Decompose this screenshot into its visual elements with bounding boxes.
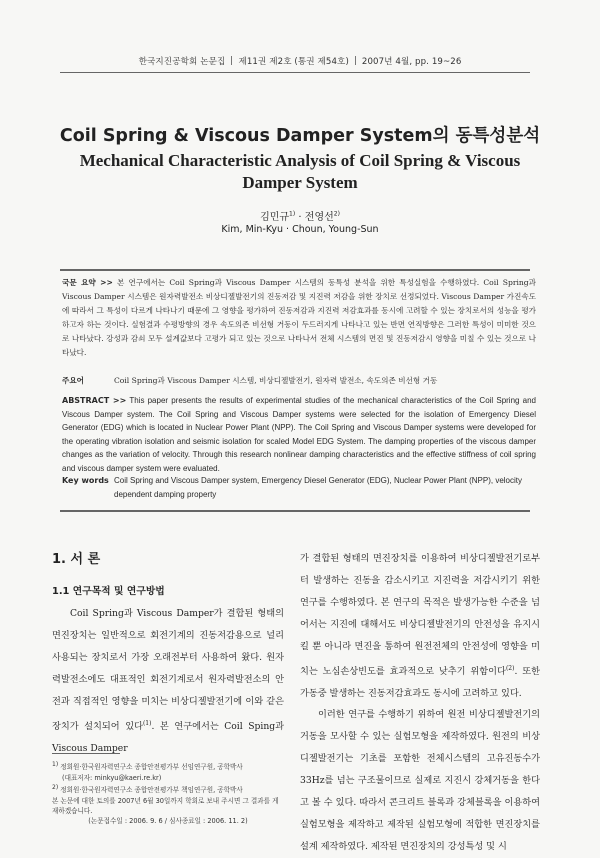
header-divider <box>355 56 356 65</box>
left-paragraph-text: Coil Spring과 Viscous Damper가 결합된 형태의 면진장치는 일반적으로 회전기계의 진동저감용으로 널리 사용되는 장치로서 가장 오래전부터 사용하여 왔다. 원자력발전소에도 대표적인 회전기계로서 원자력발전소의 안전과 직접적인 영향을 미치는 비상디젤발전기에 이와 같은 장치가 설치되어 있다 <box>52 608 284 732</box>
right-column-text <box>300 548 540 858</box>
author-2: 전영선 <box>304 212 334 223</box>
footnote-1-email: (대표저자: minkyu@kaeri.re.kr) <box>62 773 162 782</box>
footnote-discussion: 본 논문에 대한 토의를 2007년 6월 30일까지 학회로 보내 주시면 그 결과를 게재하겠습니다. <box>52 796 279 815</box>
title-english: Mechanical Characteristic Analysis of Coil Spring & Viscous Damper System <box>79 151 521 192</box>
journal-date-pages: 2007년 4월, pp. 19~26 <box>361 57 462 67</box>
authors-english: Kim, Min-Kyu · Choun, Young-Sun <box>221 224 379 235</box>
authors-korean <box>0 208 600 223</box>
footnote-rule <box>52 753 120 754</box>
footnote-2 <box>52 783 284 796</box>
keywords-english-text: Coil Spring and Viscous Damper system, Emergency Diesel Generator (EDG), Nuclear Power Plant (NPP), velocity dependent damping property <box>114 476 522 499</box>
citation-2: (2) <box>505 664 515 672</box>
citation-1: (1) <box>142 719 152 727</box>
journal-header <box>0 55 600 67</box>
footnote-1 <box>52 760 284 773</box>
right-paragraph-1 <box>300 548 540 704</box>
right-paragraph-2: 이러한 연구를 수행하기 위하여 원전 비상디젤발전기의 거동을 모사할 수 있는 실험모형을 제작하였다. 원전의 비상디젤발전기는 기초를 포함한 전체시스템의 고유진동수가 33Hz를 넘는 구조물이므로 실제로 지진시 강체거동을 한다고 볼 수 있다. 따라서 콘크리트 블록과 강체블록을 이용하여 실험모형을 제작하고 제작된 실험모형에 적합한 면진장치를 설계 제작하였다. 제작된 면진장치의 강성특성 및 시 <box>300 709 540 852</box>
author-1: 김민규 <box>260 212 290 223</box>
section-heading: 1. 서 론 <box>52 552 101 567</box>
left-paragraph-tail: . 본 연구에서는 Coil Sping과 Viscous Damper <box>52 720 284 754</box>
keywords-korean-text: Coil Spring과 Viscous Damper 시스템, 비상디젤발전기, 원자력 발전소, 속도의존 비선형 거동 <box>114 376 438 385</box>
footnotes <box>52 760 284 827</box>
abstract-bottom-rule <box>60 510 530 512</box>
footnote-2-mark: 2) <box>52 784 59 791</box>
abstract-english-label: ABSTRACT >> <box>62 396 127 405</box>
abstract-english-text: This paper presents the results of experimental studies of the mechanical characteristics of the Coil Spring and Viscous Damper system. The Coil Spring and Viscous Damper systems were selected for the isolation of Emergency Diesel Generator (EDG) which is located in Nuclear Power Plant (NPP). The Coil Spring and Viscous Damper systems were developed for the operating vibration isolation and seismic isolation for scaled Model EDG System. The damping properties of the viscous damper changes as the variation of velocity. Through this research nonlinear damping characteristics and the effective stiffness of coil spring and viscous damper system were evaluated. <box>62 396 536 473</box>
abstract-english <box>62 394 536 476</box>
header-divider <box>231 56 232 65</box>
left-column-paragraph <box>52 603 284 759</box>
abstract-korean-text: 본 연구에서는 Coil Spring과 Viscous Damper 시스템의 동특성 분석을 위한 특성실험을 수행하였다. Coil Spring과 Viscous Damper 시스템은 원자력발전소 비상디젤발전기의 진동저감 및 지진력 저감을 위한 장치로 선정되었다. Viscous Damper 가진속도에 따라서 그 특성이 다르게 나타나기 때문에 그 영향을 평가하여 진동저감과 지진력 저감효과를 동시에 고려할 수 있는 장치로서의 성능을 평가하고자 하는 것이다. 실험결과 수평방향의 경우 속도의존 비선형 거동이 두드러지게 나타나고 있는 반면 연직방향은 그러한 특성이 미미한 것으로 나타났다. 강성과 감쇠 모두 설계값보다 고평가 되고 있는 것으로 나타나서 전체 시스템의 면진 및 진동저감시 영향을 미칠 수 있는 것으로 나타났다. <box>62 278 536 357</box>
keywords-korean-label: 주요어 <box>62 376 85 385</box>
title-korean: Coil Spring & Viscous Damper System의 동특성분석 <box>59 126 541 146</box>
footnote-2-text: 정회원·한국원자력연구소 종합안전평가부 책임연구원, 공학박사 <box>60 786 243 795</box>
author-1-mark: 1) <box>289 210 296 218</box>
header-rule <box>60 72 530 73</box>
footnote-1-mark: 1) <box>52 761 59 768</box>
journal-volume: 제11권 제2호 (통권 제54호) <box>238 57 349 67</box>
right-paragraph-1-text: 가 결합된 형태의 면진장치를 이용하여 비상디젤발전기로부터 발생하는 진동을 감소시키고 지진력을 저감시키기 위한 연구를 수행하였다. 본 연구의 목적은 발생가능한 수준을 넘어서는 지진에 대해서도 비상디젤발전기의 안전성을 유지시킬 뿐 아니라 면진을 통하여 원전전체의 안전성에 영향을 미치는 노심손상빈도를 효과적으로 낮추기 위함이다 <box>300 553 540 677</box>
footnote-1-text: 정회원·한국원자력연구소 종합안전평가부 선임연구원, 공학박사 <box>60 763 243 772</box>
author-separator: · <box>298 212 302 223</box>
author-2-mark: 2) <box>333 210 340 218</box>
abstract-top-rule <box>60 269 530 271</box>
right-paragraph-1-tail: . 또한 가동중 발생하는 진동저감효과도 동시에 고려하고 있다. <box>300 665 540 699</box>
abstract-korean-label: 국문 요약 >> <box>62 278 113 287</box>
journal-name: 한국지진공학회 논문집 <box>138 57 226 67</box>
abstract-korean <box>62 276 536 359</box>
keywords-english-label: Key words <box>62 476 109 485</box>
subsection-heading: 1.1 연구목적 및 연구방법 <box>52 586 165 597</box>
footnote-dates: (논문접수일 : 2006. 9. 6 / 심사종료일 : 2006. 11. 2) <box>88 817 248 826</box>
